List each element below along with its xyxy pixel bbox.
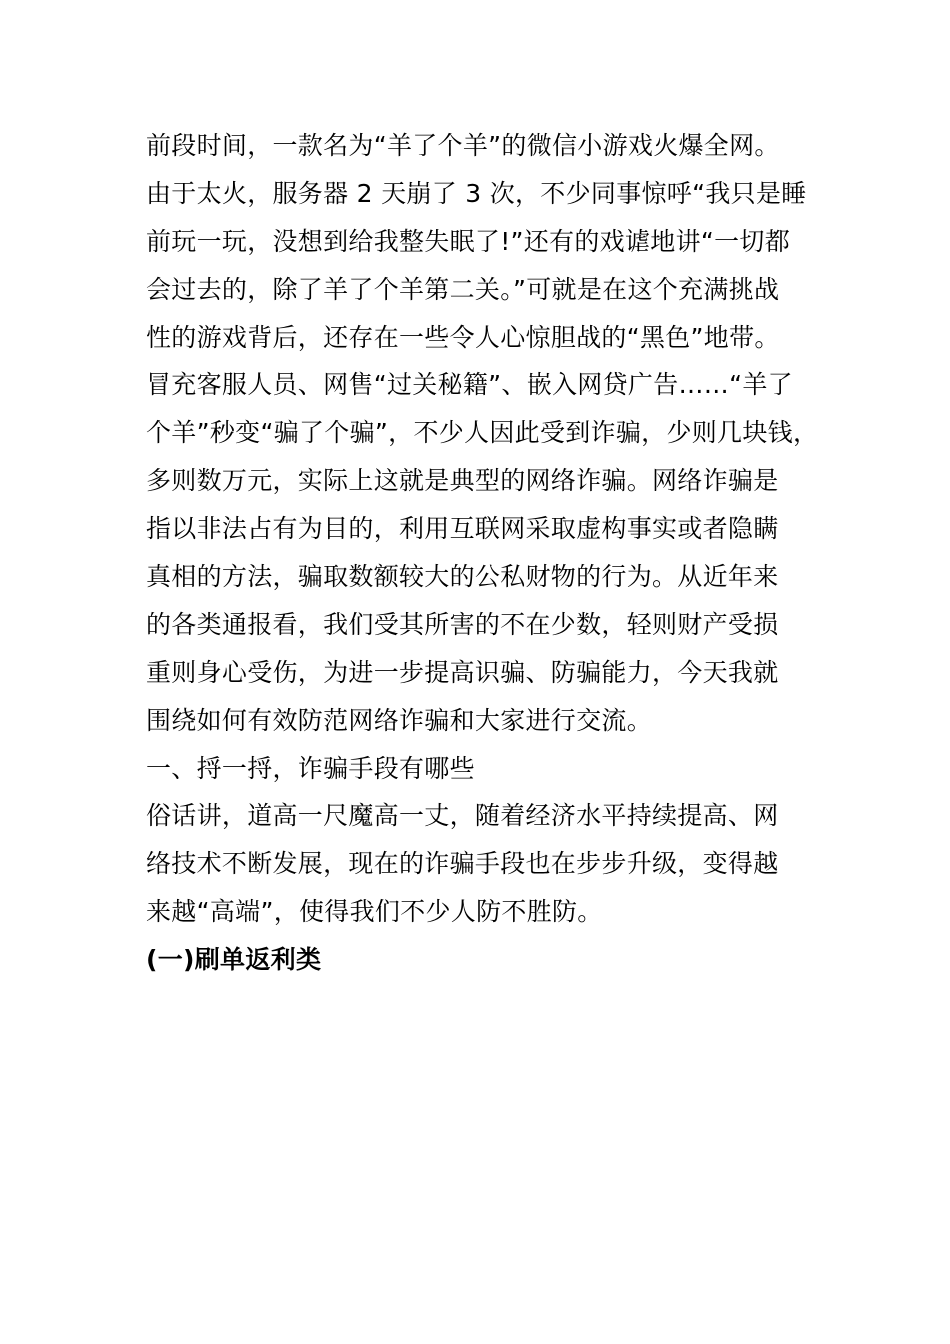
body-line-13: 围绕如何有效防范网络诈骗和大家进行交流。 [146,705,653,735]
body-line-1: 前段时间，一款名为“羊了个羊”的微信小游戏火爆全网。 [146,131,780,160]
body-line-6: 冒充客服人员、网售“过关秘籍”、嵌入网贷广告……“羊了 [146,370,793,400]
body-line-15: 俗话讲，道高一尺魔高一丈，随着经济水平持续提高、网 [146,801,779,831]
body-line-11: 的各类通报看，我们受其所害的不在少数，轻则财产受损 [146,609,779,639]
body-line-8: 多则数万元，实际上这就是典型的网络诈骗。网络诈骗是 [146,466,779,496]
body-line-12: 重则身心受伤，为进一步提高识骗、防骗能力，今天我就 [146,657,779,687]
body-line-7: 个羊”秒变“骗了个骗”，不少人因此受到诈骗，少则几块钱， [146,418,819,448]
body-line-5: 性的游戏背后，还存在一些令人心惊胆战的“黑色”地带。 [146,322,780,352]
body-line-16: 络技术不断发展，现在的诈骗手段也在步步升级，变得越 [146,849,779,879]
section-heading: 一、捋一捋，诈骗手段有哪些 [146,753,475,783]
document-body [146,122,846,984]
body-line-9: 指以非法占有为目的，利用互联网采取虚构事实或者隐瞒 [146,514,779,544]
body-line-17: 来越“高端”，使得我们不少人防不胜防。 [146,897,603,927]
body-line-2: 由于太火，服务器 2 天崩了 3 次，不少同事惊呼“我只是睡 [146,178,807,208]
subsection-heading: (一)刷单返利类 [146,945,322,975]
body-line-3: 前玩一玩，没想到给我整失眠了!”还有的戏谑地讲“一切都 [146,226,791,256]
body-line-10: 真相的方法，骗取数额较大的公私财物的行为。从近年来 [146,562,779,592]
body-line-4: 会过去的，除了羊了个羊第二关。”可就是在这个充满挑战 [146,274,780,304]
